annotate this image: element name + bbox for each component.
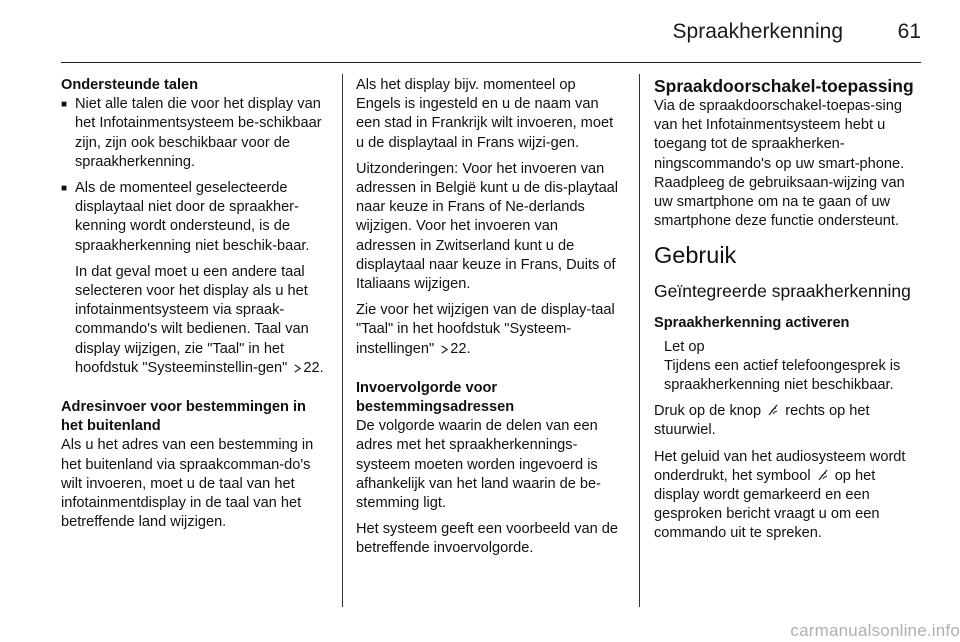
voice-passthrough-heading: Spraakdoorschakel-toepassing (654, 76, 914, 96)
paragraph-text: Druk op de knop (654, 403, 762, 420)
bullet-continuation (61, 263, 327, 378)
bullet-continuation-text: In dat geval moet u een andere taal selecteren voor het display als u het infotainmentsysteem via spraak-commando's wilt bedienen. Taal van display wijzigen, zie "Taal" in het hoofdstuk "Systeeminstellin-gen" (75, 263, 309, 376)
supported-languages-heading: Ondersteunde talen (61, 77, 199, 93)
address-input-heading: Adresinvoer voor bestemmingen in het buitenland (61, 399, 306, 435)
paragraph: Als het display bijv. momenteel op Engels is ingesteld en u de naam van een stad in Frankrijk wilt invoeren, moet u de displaytaal in Frans wijzi-gen. (356, 77, 614, 151)
paragraph: Het systeem geeft een voorbeeld van de betreffende invoervolgorde. (356, 521, 619, 557)
paragraph (356, 301, 622, 359)
paragraph-text: Zie voor het wijzigen van de display-taal "Taal" in het hoofdstuk "Systeem-instellingen" (356, 302, 615, 357)
xref-arrow-icon (440, 345, 449, 354)
bullet-text: Als de momenteel geselecteerde displaytaal niet door de spraakher-kenning wordt ondersteund, is de spraakherkenning niet beschik-baar. (75, 180, 310, 254)
note-text: Tijdens een actief telefoongesprek is spraakherkenning niet beschikbaar. (664, 357, 901, 394)
voice-command-icon (817, 469, 829, 481)
paragraph-text: op het display wordt gemarkeerd en een gesproken bericht vraagt u om een commando uit te spreken. (654, 467, 880, 542)
header-rule (61, 62, 921, 63)
column-divider-1 (342, 74, 343, 607)
voice-command-icon (767, 404, 779, 416)
paragraph: De volgorde waarin de delen van een adres met het spraakherkennings-systeem moeten worden ingevoerd is afhankelijk van het land waarin de be-stemming ligt. (356, 418, 602, 512)
list-item (61, 179, 327, 256)
cross-reference: 22. (303, 359, 324, 376)
column-divider-2 (639, 74, 640, 607)
bullet-text: Niet alle talen die voor het display van het Infotainmentsysteem be-schikbaar zijn, zijn ook beschikbaar voor de spraakherkenning. (75, 96, 322, 170)
paragraph-text: rechts op het stuurwiel. (654, 403, 870, 439)
paragraph (654, 448, 922, 544)
page-number: 61 (897, 20, 921, 43)
xref-arrow-icon (293, 364, 302, 373)
column-1 (61, 76, 327, 539)
note-title: Let op (664, 338, 705, 355)
page-header (61, 18, 921, 48)
list-item (61, 95, 327, 172)
input-order-heading: Invoervolgorde voor bestemmingsadressen (356, 379, 515, 416)
column-2 (356, 76, 622, 566)
subsection-heading: Geïntegreerde spraakherkenning (654, 281, 911, 302)
paragraph (654, 402, 922, 440)
paragraph-text: Het geluid van het audiosysteem wordt onderdrukt, het symbool (654, 448, 906, 484)
note-box (654, 338, 922, 396)
paragraph: Via de spraakdoorschakel-toepas-sing van het Infotainmentsysteem hebt u toegang tot de spraakherken-ningscommando's op uw smart-phone. Raadpleeg de gebruiksaan-wijzing van uw smartphone om na te gaan of uw smartphone deze functie ondersteunt. (654, 98, 905, 230)
bullet-icon: ■ (61, 99, 68, 111)
page-title: Spraakherkenning (672, 20, 843, 43)
paragraph: Uitzonderingen: Voor het invoeren van adressen in België kunt u de dis-playtaal naar keuze in Frans of Ne-derlands wijzigen. Voor het invoeren van adressen in Zwitserland kunt u de displaytaal naar keuze in Frans, Duits of Italiaans wijzigen. (356, 160, 619, 293)
paragraph: Als u het adres van een bestemming in het buitenland via spraakcomman-do's wilt invoeren, moet u de taal van het infotainmentdisplay in de taal van het betreffende land wijzigen. (61, 437, 314, 531)
cross-reference: 22. (450, 340, 471, 357)
watermark: carmanualsonline.info (790, 621, 960, 640)
column-3 (654, 76, 922, 551)
section-heading: Gebruik (654, 242, 737, 269)
bullet-icon: ■ (61, 183, 68, 195)
activate-heading: Spraakherkenning activeren (654, 315, 850, 332)
